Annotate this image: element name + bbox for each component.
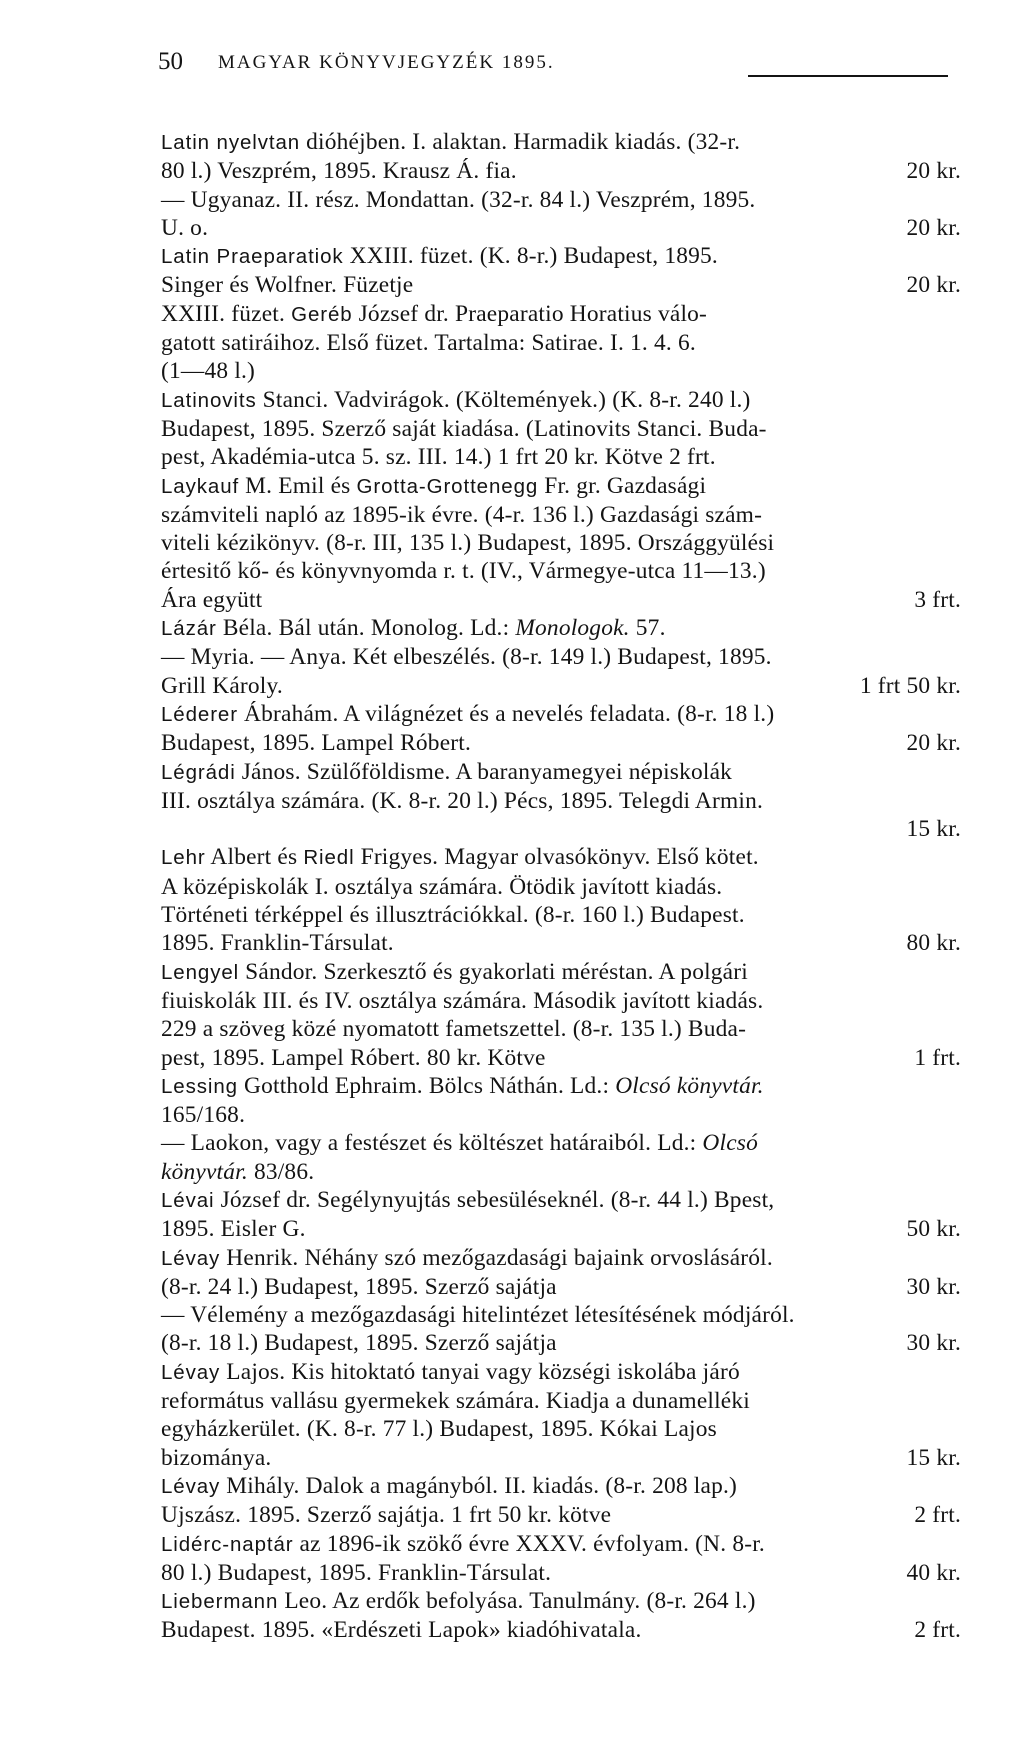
- entry-line: [161, 1444, 961, 1472]
- entry-line: [161, 1044, 961, 1072]
- price: 30 kr.: [906, 1273, 961, 1300]
- bibliography-entry: [161, 472, 961, 614]
- price: 2 frt.: [914, 1502, 961, 1529]
- entry-text: (1—48 l.): [161, 358, 256, 385]
- entry-line: [161, 1186, 961, 1215]
- entry-line: [161, 901, 961, 929]
- entry-text: Béla. Bál után. Monolog. Ld.:: [216, 615, 516, 642]
- entry-line: [161, 1129, 961, 1157]
- entry-line: [161, 1329, 961, 1357]
- entry-line: [161, 128, 961, 157]
- bibliography-entry: [161, 186, 961, 243]
- author-name: Lessing: [161, 1074, 238, 1098]
- author-name: Laykauf: [161, 474, 240, 498]
- price: 30 kr.: [906, 1330, 961, 1357]
- entry-line: [161, 557, 961, 585]
- entry-line: [161, 586, 961, 614]
- price: 1 frt 50 kr.: [859, 672, 961, 699]
- italic-reference: Olcsó: [702, 1130, 758, 1157]
- price: 3 frt.: [914, 586, 961, 613]
- entry-text: 165/168.: [161, 1102, 246, 1129]
- entry-line: [161, 1244, 961, 1273]
- entry-text: pest, 1895. Lampel Róbert. 80 kr. Kötve: [161, 1044, 546, 1071]
- entry-line: [161, 501, 961, 529]
- entry-line: [161, 1587, 961, 1616]
- entry-text: Gotthold Ephraim. Bölcs Náthán. Ld.:: [237, 1072, 616, 1099]
- price: 50 kr.: [906, 1216, 961, 1243]
- entry-text: az 1896-ik szökő évre XXXV. évfolyam. (N. 8-r.: [293, 1530, 765, 1557]
- entry-line: [161, 1301, 961, 1329]
- entry-text: Mihály. Dalok a magányból. II. kiadás. (8-r. 208 lap.): [220, 1472, 738, 1499]
- author-name: Lázár: [161, 617, 217, 641]
- entry-text: fiuiskolák III. és IV. osztálya számára. Második javított kiadás.: [161, 987, 764, 1014]
- bibliography-entries: [161, 128, 961, 1645]
- entry-line: [161, 1472, 961, 1501]
- entry-text: bizománya.: [161, 1444, 272, 1471]
- entry-line: [161, 472, 961, 501]
- entry-text: M. Emil és: [239, 472, 357, 499]
- entry-line: [161, 529, 961, 557]
- price: 80 kr.: [906, 930, 961, 957]
- price: 15 kr.: [906, 816, 961, 843]
- entry-text: 1895. Franklin-Társulat.: [161, 930, 394, 957]
- entry-text: Budapest, 1895. Szerző saját kiadása. (Latinovits Stanci. Buda-: [161, 415, 767, 442]
- entry-text: számviteli napló az 1895-ik évre. (4-r. 136 l.) Gazdasági szám-: [161, 501, 763, 528]
- bibliography-entry: [161, 242, 961, 300]
- entry-text: Fr. gr. Gazdasági: [538, 472, 707, 499]
- price: 20 kr.: [906, 730, 961, 757]
- author-name: Légrádi: [161, 760, 236, 784]
- entry-text: pest, Akadémia-utca 5. sz. III. 14.) 1 frt 20 kr. Kötve 2 frt.: [161, 444, 716, 471]
- entry-text: (8-r. 18 l.) Budapest, 1895. Szerző sajátja: [161, 1330, 557, 1357]
- entry-text: Ára együtt: [161, 586, 263, 613]
- entry-line: [161, 958, 961, 987]
- entry-line: [161, 242, 961, 271]
- entry-text: 80 l.) Veszprém, 1895. Krausz Á. fia.: [161, 158, 517, 185]
- entry-line: [161, 415, 961, 443]
- entry-text: értesitő kő- és könyvnyomda r. t. (IV., Vármegye-utca 11—13.): [161, 558, 766, 585]
- bibliography-entry: [161, 300, 961, 386]
- entry-line: [161, 271, 961, 299]
- entry-text: Stanci. Vadvirágok. (Költemények.) (K. 8-r. 240 l.): [256, 386, 751, 413]
- price: 20 kr.: [906, 158, 961, 185]
- entry-line: [161, 700, 961, 729]
- entry-line: [161, 329, 961, 357]
- bibliography-entry: [161, 1129, 961, 1186]
- entry-line: [161, 1015, 961, 1043]
- entry-text: József dr. Segélynyujtás sebesüléseknél. (8-r. 44 l.) Bpest,: [214, 1186, 775, 1213]
- entry-text: viteli kézikönyv. (8-r. III, 135 l.) Budapest, 1895. Országgyülési: [161, 530, 775, 557]
- entry-text: Grill Károly.: [161, 672, 283, 699]
- entry-text: U. o.: [161, 214, 209, 241]
- entry-line: [161, 1072, 961, 1101]
- bibliography-entry: [161, 1530, 961, 1588]
- author-name: Lévay: [161, 1246, 221, 1270]
- entry-line: [161, 987, 961, 1015]
- entry-text: Frigyes. Magyar olvasókönyv. Első kötet.: [354, 844, 759, 871]
- page-number: 50: [158, 48, 183, 75]
- bibliography-entry: [161, 1072, 961, 1130]
- author-name: Latinovits: [161, 388, 257, 412]
- bibliography-entry: [161, 1186, 961, 1244]
- entry-text: Budapest. 1895. «Erdészeti Lapok» kiadóhivatala.: [161, 1617, 642, 1644]
- price: 20 kr.: [906, 214, 961, 241]
- author-name: Lévay: [161, 1474, 221, 1498]
- entry-line: [161, 300, 961, 329]
- header-rule: [748, 75, 948, 77]
- entry-line: [161, 1215, 961, 1243]
- entry-text: XXIII. füzet. (K. 8-r.) Budapest, 1895.: [343, 243, 718, 270]
- entry-text: Sándor. Szerkesztő és gyakorlati méréstan. A polgári: [239, 958, 748, 985]
- entry-text: dióhéjben. I. alaktan. Harmadik kiadás. (32-r.: [300, 129, 741, 155]
- entry-line: [161, 443, 961, 471]
- author-name: Geréb: [291, 302, 353, 326]
- bibliography-entry: [161, 1472, 961, 1530]
- entry-text: Lajos. Kis hitoktató tanyai vagy községi iskolába járó: [220, 1358, 740, 1385]
- entry-text: — Vélemény a mezőgazdasági hitelintézet létesítésének módjáról.: [161, 1302, 795, 1329]
- entry-text: XXIII. füzet.: [161, 300, 292, 327]
- entry-text: gatott satiráihoz. Első füzet. Tartalma: Satirae. I. 1. 4. 6.: [161, 330, 696, 357]
- bibliography-entry: [161, 1587, 961, 1645]
- bibliography-entry: [161, 700, 961, 758]
- entry-line: [161, 1559, 961, 1587]
- author-name: Léderer: [161, 702, 238, 726]
- author-name: Lengyel: [161, 960, 240, 984]
- author-name: Riedl: [303, 846, 355, 870]
- bibliography-entry: [161, 1301, 961, 1358]
- entry-text: — Laokon, vagy a festészet és költészet határaiból. Ld.:: [161, 1130, 703, 1157]
- entry-line: [201, 815, 961, 843]
- author-name: Grotta-Grottenegg: [356, 474, 539, 498]
- entry-text: Henrik. Néhány szó mezőgazdasági bajaink orvoslásáról.: [220, 1244, 773, 1271]
- bibliography-entry: [161, 128, 961, 186]
- entry-line: [161, 1101, 961, 1129]
- entry-line: [161, 1358, 961, 1387]
- entry-text: 80 l.) Budapest, 1895. Franklin-Társulat.: [161, 1559, 552, 1586]
- entry-text: református vallásu gyermekek számára. Kiadja a dunamelléki: [161, 1388, 750, 1415]
- entry-text: egyházkerület. (K. 8-r. 77 l.) Budapest, 1895. Kókai Lajos: [161, 1416, 717, 1443]
- entry-text: 1895. Eisler G.: [161, 1216, 306, 1243]
- entry-text: József dr. Praeparatio Horatius válo-: [352, 300, 708, 327]
- author-name: Lévay: [161, 1360, 221, 1384]
- entry-line: [161, 729, 961, 757]
- entry-line: [161, 157, 961, 185]
- entry-line: [161, 1387, 961, 1415]
- entry-text: — Myria. — Anya. Két elbeszélés. (8-r. 149 l.) Budapest, 1895.: [161, 644, 772, 671]
- entry-text: Ábrahám. A világnézet és a nevelés feladata. (8-r. 18 l.): [237, 700, 775, 727]
- entry-line: [161, 1415, 961, 1443]
- price: 20 kr.: [906, 272, 961, 299]
- entry-line: [161, 1530, 961, 1559]
- entry-line: [161, 643, 961, 671]
- entry-line: [161, 386, 961, 415]
- author-name: Lévai: [161, 1188, 215, 1212]
- entry-text: 83/86.: [247, 1158, 315, 1185]
- bibliography-entry: [161, 1244, 961, 1302]
- entry-line: [161, 873, 961, 901]
- entry-text: III. osztálya számára. (K. 8-r. 20 l.) Pécs, 1895. Telegdi Armin.: [161, 787, 764, 814]
- author-name: Latin nyelvtan: [161, 131, 301, 154]
- author-name: Lehr: [161, 846, 206, 870]
- entry-text: János. Szülőföldisme. A baranyamegyei népiskolák: [235, 758, 733, 785]
- entry-text: Ujszász. 1895. Szerző sajátja. 1 frt 50 kr. kötve: [161, 1502, 612, 1529]
- page-header: [158, 48, 958, 82]
- bibliography-entry: [161, 843, 961, 957]
- entry-line: [161, 614, 961, 643]
- entry-line: [161, 1158, 961, 1186]
- bibliography-entry: [161, 386, 961, 472]
- entry-line: [161, 1616, 961, 1644]
- italic-reference: könyvtár.: [161, 1158, 248, 1185]
- entry-text: Budapest, 1895. Lampel Róbert.: [161, 730, 472, 757]
- entry-text: A középiskolák I. osztálya számára. Ötödik javított kiadás.: [161, 873, 723, 900]
- author-name: Lidérc-naptár: [161, 1532, 294, 1556]
- entry-line: [161, 1273, 961, 1301]
- bibliography-entry: [161, 1358, 961, 1472]
- entry-text: Leo. Az erdők befolyása. Tanulmány. (8-r. 264 l.): [278, 1588, 756, 1615]
- bibliography-entry: [161, 643, 961, 700]
- bibliography-entry: [161, 758, 961, 844]
- entry-line: [161, 1501, 961, 1529]
- entry-line: [161, 186, 961, 214]
- entry-text: (8-r. 24 l.) Budapest, 1895. Szerző sajátja: [161, 1273, 557, 1300]
- entry-text: 57.: [629, 615, 666, 642]
- running-title: MAGYAR KÖNYVJEGYZÉK 1895.: [218, 52, 555, 73]
- bibliography-entry: [161, 614, 961, 643]
- entry-line: [161, 357, 961, 385]
- entry-line: [161, 758, 961, 787]
- entry-line: [161, 929, 961, 957]
- author-name: Liebermann: [161, 1590, 279, 1614]
- price: 2 frt.: [914, 1617, 961, 1644]
- italic-reference: Olcsó könyvtár.: [615, 1072, 764, 1099]
- entry-text: Albert és: [205, 844, 304, 871]
- entry-text: Történeti térképpel és illusztrációkkal. (8-r. 160 l.) Budapest.: [161, 902, 745, 929]
- entry-line: [161, 672, 961, 700]
- entry-line: [161, 214, 961, 242]
- price: 1 frt.: [914, 1044, 961, 1071]
- author-name: Latin Praeparatiok: [161, 245, 344, 269]
- entry-text: Singer és Wolfner. Füzetje: [161, 272, 414, 299]
- entry-line: [161, 843, 961, 872]
- entry-text: — Ugyanaz. II. rész. Mondattan. (32-r. 84 l.) Veszprém, 1895.: [161, 186, 756, 213]
- bibliography-entry: [161, 958, 961, 1072]
- entry-text: 229 a szöveg közé nyomatott fametszettel. (8-r. 135 l.) Buda-: [161, 1016, 747, 1043]
- italic-reference: Monologok.: [515, 615, 630, 642]
- price: 15 kr.: [906, 1444, 961, 1471]
- price: 40 kr.: [906, 1559, 961, 1586]
- entry-line: [161, 787, 961, 815]
